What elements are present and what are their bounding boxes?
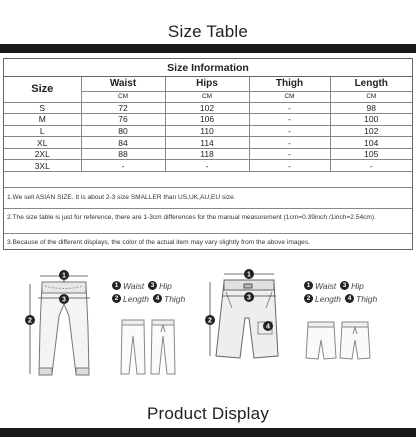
length-cell: 102 bbox=[330, 125, 412, 137]
waist-legend-label: Waist bbox=[315, 280, 337, 291]
shorts-measurement-diagram bbox=[202, 268, 292, 368]
product-display-title: Product Display bbox=[146, 404, 270, 423]
size-cell: 3XL bbox=[4, 160, 81, 172]
hips-cell: 114 bbox=[165, 137, 249, 149]
hips-cell: 118 bbox=[165, 148, 249, 160]
waist-cell: 84 bbox=[81, 137, 165, 149]
unit-label: CM bbox=[165, 91, 249, 102]
size-cell: M bbox=[4, 114, 81, 126]
table-row bbox=[4, 148, 412, 160]
waist-cell: 72 bbox=[81, 102, 165, 114]
svg-text:1: 1 bbox=[62, 272, 66, 280]
svg-text:4: 4 bbox=[266, 323, 270, 331]
shorts-thumbnail bbox=[304, 318, 374, 368]
length-cell: 104 bbox=[330, 137, 412, 149]
table-row bbox=[4, 137, 412, 149]
long-pants-legend bbox=[112, 279, 185, 305]
hips-column-header: Hips bbox=[165, 77, 249, 91]
top-divider-bar bbox=[0, 44, 416, 53]
size-cell: 2XL bbox=[4, 148, 81, 160]
length-cell: 98 bbox=[330, 102, 412, 114]
unit-label: CM bbox=[249, 91, 330, 102]
marker-3-icon: 3 bbox=[148, 281, 157, 290]
svg-text:1: 1 bbox=[247, 271, 251, 279]
note-color-variation: 3.Because of the different displays, the color of the actual item may vary slightly from the above images. bbox=[4, 233, 412, 250]
thigh-legend-label: Thigh bbox=[164, 293, 186, 304]
table-row bbox=[4, 160, 412, 172]
thigh-legend-label: Thigh bbox=[356, 293, 378, 304]
table-header-row bbox=[4, 77, 412, 91]
marker-4-icon: 4 bbox=[153, 294, 162, 303]
size-chart-table bbox=[4, 77, 412, 172]
size-table-title: Size Table bbox=[167, 22, 249, 41]
hips-cell: 106 bbox=[165, 114, 249, 126]
marker-3-icon: 3 bbox=[340, 281, 349, 290]
waist-cell: 80 bbox=[81, 125, 165, 137]
thigh-cell: - bbox=[249, 137, 330, 149]
table-row bbox=[4, 125, 412, 137]
marker-1-icon: 1 bbox=[112, 281, 121, 290]
waist-cell: - bbox=[81, 160, 165, 172]
thigh-column-header: Thigh bbox=[249, 77, 330, 91]
note-asian-size: 1.We sell ASIAN SIZE. It is about 2-3 size SMALLER than US,UK,AU,EU size. bbox=[4, 187, 412, 208]
size-cell: XL bbox=[4, 137, 81, 149]
size-cell: S bbox=[4, 102, 81, 114]
size-information-panel bbox=[3, 58, 413, 250]
length-column-header: Length bbox=[330, 77, 412, 91]
waist-cell: 76 bbox=[81, 114, 165, 126]
table-row bbox=[4, 102, 412, 114]
marker-2-icon: 2 bbox=[304, 294, 313, 303]
size-notes bbox=[4, 187, 412, 250]
hips-cell: - bbox=[165, 160, 249, 172]
marker-4-icon: 4 bbox=[345, 294, 354, 303]
shorts-legend bbox=[304, 279, 377, 305]
unit-label: CM bbox=[330, 91, 412, 102]
svg-text:3: 3 bbox=[62, 296, 66, 304]
marker-2-icon: 2 bbox=[112, 294, 121, 303]
length-cell: 105 bbox=[330, 148, 412, 160]
thigh-cell: - bbox=[249, 160, 330, 172]
waist-legend-label: Waist bbox=[123, 280, 145, 291]
waist-cell: 88 bbox=[81, 148, 165, 160]
waist-column-header: Waist bbox=[81, 77, 165, 91]
unit-label: CM bbox=[81, 91, 165, 102]
length-cell: - bbox=[330, 160, 412, 172]
hips-cell: 110 bbox=[165, 125, 249, 137]
long-pants-thumbnail bbox=[118, 316, 180, 380]
thigh-cell: - bbox=[249, 102, 330, 114]
svg-text:2: 2 bbox=[208, 317, 212, 325]
thigh-cell: - bbox=[249, 114, 330, 126]
thigh-cell: - bbox=[249, 148, 330, 160]
size-information-title: Size Information bbox=[4, 59, 412, 77]
size-cell: L bbox=[4, 125, 81, 137]
bottom-divider-bar bbox=[0, 428, 416, 437]
table-row bbox=[4, 114, 412, 126]
length-cell: 100 bbox=[330, 114, 412, 126]
thigh-cell: - bbox=[249, 125, 330, 137]
svg-text:3: 3 bbox=[247, 294, 251, 302]
marker-1-icon: 1 bbox=[304, 281, 313, 290]
note-measurement-difference: 2.The size table is just for reference, there are 1-3cm differences for the manual measurement (1cm=0.39inch /1inch=2.54cm). bbox=[4, 208, 412, 233]
long-pants-measurement-diagram bbox=[22, 268, 104, 386]
length-legend-label: Length bbox=[315, 293, 341, 304]
hip-legend-label: Hip bbox=[351, 280, 364, 291]
length-legend-label: Length bbox=[123, 293, 149, 304]
size-column-header: Size bbox=[4, 77, 81, 102]
hips-cell: 102 bbox=[165, 102, 249, 114]
hip-legend-label: Hip bbox=[159, 280, 172, 291]
svg-text:2: 2 bbox=[28, 317, 32, 325]
